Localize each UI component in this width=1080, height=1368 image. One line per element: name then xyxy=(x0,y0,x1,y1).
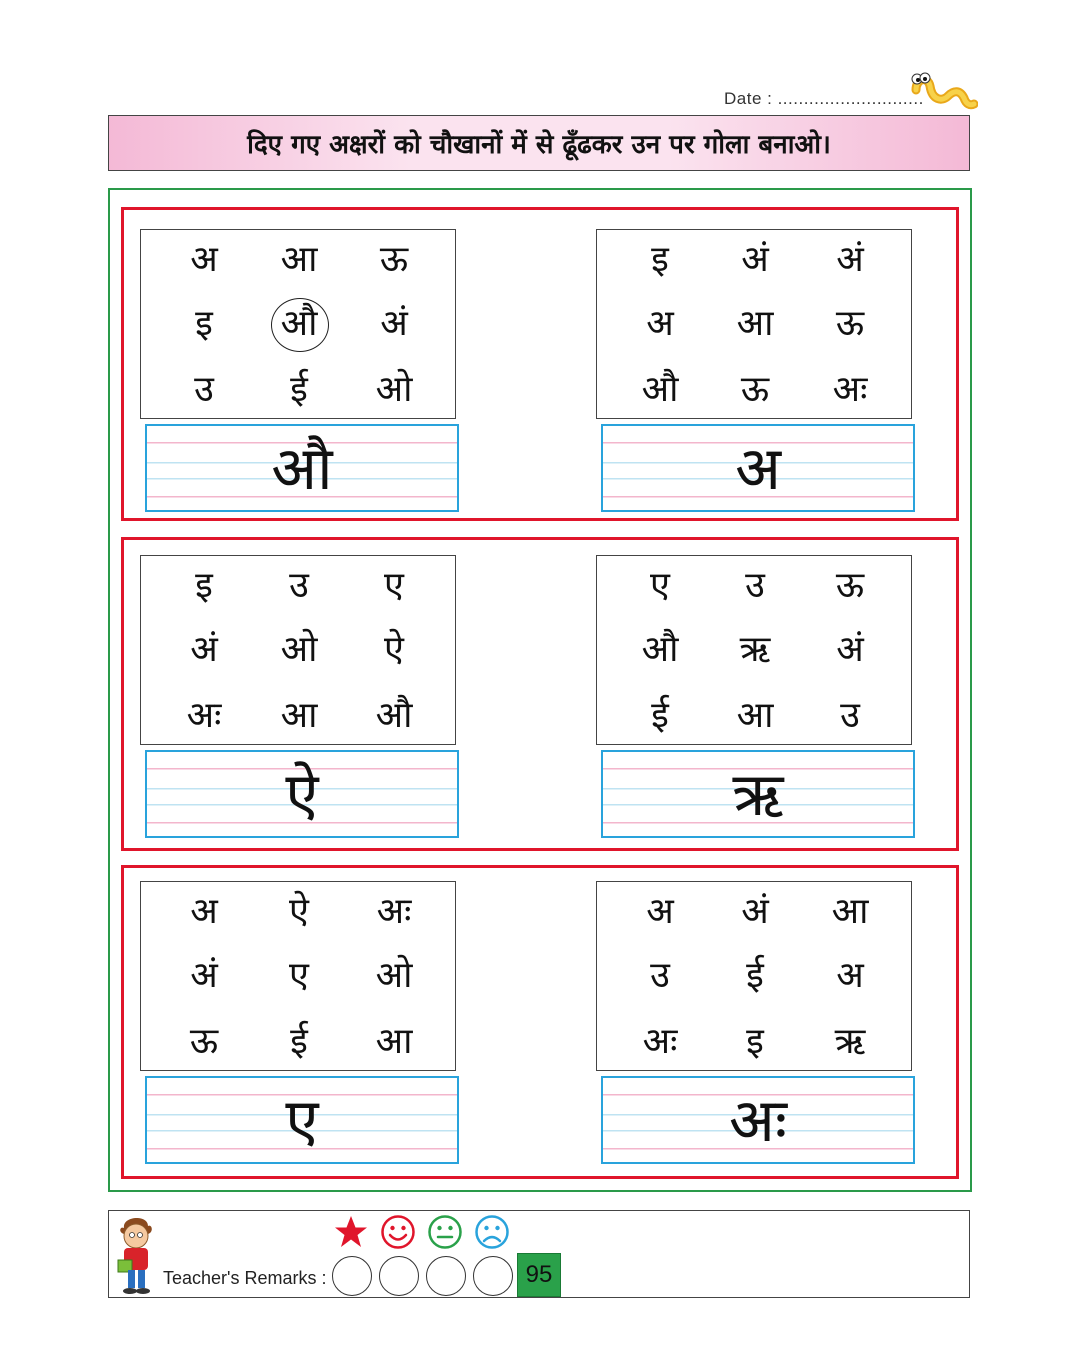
grid-letter[interactable]: ई xyxy=(746,955,764,996)
teacher-remarks-label: Teacher's Remarks : xyxy=(163,1268,327,1288)
page-number: 95 xyxy=(517,1253,561,1297)
grid-letter[interactable]: ए xyxy=(384,565,404,606)
grid-letter[interactable]: ए xyxy=(289,955,309,996)
target-letter-box-2 xyxy=(601,424,915,512)
grid-letter[interactable]: ए xyxy=(650,565,670,606)
grid-letter[interactable]: ई xyxy=(290,1021,308,1062)
grid-letter[interactable]: ऋ xyxy=(834,1021,866,1062)
happy-face-icon xyxy=(380,1214,416,1250)
grid-letter[interactable]: अं xyxy=(836,629,864,670)
grid-letter[interactable]: ई xyxy=(651,695,669,736)
grid-letter[interactable]: उ xyxy=(745,565,765,606)
grid-letter[interactable]: औ xyxy=(254,294,344,354)
target-letter-box-6 xyxy=(601,1076,915,1164)
target-letter: औ xyxy=(271,434,333,504)
grid-letter[interactable]: ऊ xyxy=(835,303,865,344)
target-letter-box-5 xyxy=(145,1076,459,1164)
grid-letter[interactable]: आ xyxy=(831,891,869,932)
grid-letter[interactable]: अं xyxy=(380,303,408,344)
grid-letter[interactable]: औ xyxy=(641,369,679,410)
grid-letter[interactable]: ई xyxy=(290,369,308,410)
grid-letter[interactable]: आ xyxy=(280,239,318,280)
grid-letter[interactable]: ऊ xyxy=(740,369,770,410)
instruction-banner: दिए गए अक्षरों को चौखानों में से ढूँढकर उन पर गोला बनाओ। xyxy=(108,115,970,171)
grid-letter[interactable]: ऐ xyxy=(289,891,309,932)
grid-letter[interactable]: ओ xyxy=(375,955,413,996)
grid-letter[interactable]: इ xyxy=(746,1021,764,1062)
grid-letter[interactable]: अ xyxy=(190,239,218,280)
grid-letter[interactable]: आ xyxy=(375,1021,413,1062)
grid-letter[interactable]: अः xyxy=(832,369,868,410)
target-letter-box-4 xyxy=(601,750,915,838)
grid-letter[interactable]: आ xyxy=(280,695,318,736)
target-letter-box-1 xyxy=(145,424,459,512)
letter-grid-2 xyxy=(596,229,912,419)
target-letter: अः xyxy=(729,1086,787,1156)
letter-grid-6 xyxy=(596,881,912,1071)
grid-letter[interactable]: अ xyxy=(836,955,864,996)
grid-letter[interactable]: उ xyxy=(289,565,309,606)
boy-mascot-icon xyxy=(112,1212,160,1296)
sad-face-icon xyxy=(474,1214,510,1250)
grid-letter[interactable]: ऊ xyxy=(835,565,865,606)
neutral-face-icon xyxy=(427,1214,463,1250)
grid-letter[interactable]: ऋ xyxy=(739,629,771,670)
grid-letter[interactable]: औ xyxy=(375,695,413,736)
grid-letter[interactable]: अः xyxy=(642,1021,678,1062)
grid-letter[interactable]: ऊ xyxy=(189,1021,219,1062)
date-field[interactable]: Date : ............................ xyxy=(724,89,924,108)
star-icon xyxy=(333,1214,369,1250)
grid-letter[interactable]: अः xyxy=(376,891,412,932)
grid-letter[interactable]: उ xyxy=(840,695,860,736)
remark-circle-star[interactable] xyxy=(332,1256,372,1296)
grid-letter[interactable]: अं xyxy=(741,239,769,280)
letter-grid-4 xyxy=(596,555,912,745)
grid-letter[interactable]: अः xyxy=(186,695,222,736)
letter-grid-3 xyxy=(140,555,456,745)
target-letter-box-3 xyxy=(145,750,459,838)
grid-letter[interactable]: अं xyxy=(741,891,769,932)
remark-circle-happy[interactable] xyxy=(379,1256,419,1296)
grid-letter[interactable]: अ xyxy=(646,303,674,344)
remark-circle-sad[interactable] xyxy=(473,1256,513,1296)
grid-letter[interactable]: उ xyxy=(194,369,214,410)
letter-grid-5 xyxy=(140,881,456,1071)
grid-letter[interactable]: अ xyxy=(646,891,674,932)
grid-letter[interactable]: अं xyxy=(190,955,218,996)
grid-letter[interactable]: इ xyxy=(651,239,669,280)
grid-letter[interactable]: इ xyxy=(195,565,213,606)
letter-grid-1 xyxy=(140,229,456,419)
grid-letter[interactable]: ओ xyxy=(375,369,413,410)
grid-letter[interactable]: आ xyxy=(736,303,774,344)
grid-letter[interactable]: ओ xyxy=(280,629,318,670)
grid-letter[interactable]: अ xyxy=(190,891,218,932)
grid-letter[interactable]: औ xyxy=(641,629,679,670)
target-letter: ए xyxy=(285,1086,319,1156)
grid-letter[interactable]: इ xyxy=(195,303,213,344)
grid-letter[interactable]: उ xyxy=(650,955,670,996)
grid-letter[interactable]: ऐ xyxy=(384,629,404,670)
grid-letter[interactable]: आ xyxy=(736,695,774,736)
grid-letter[interactable]: ऊ xyxy=(379,239,409,280)
target-letter: ऐ xyxy=(285,760,319,830)
worm-mascot-icon xyxy=(908,70,978,114)
remark-circle-neutral[interactable] xyxy=(426,1256,466,1296)
target-letter: ऋ xyxy=(732,760,784,830)
grid-letter[interactable]: अं xyxy=(190,629,218,670)
target-letter: अ xyxy=(735,434,781,504)
grid-letter[interactable]: अं xyxy=(836,239,864,280)
